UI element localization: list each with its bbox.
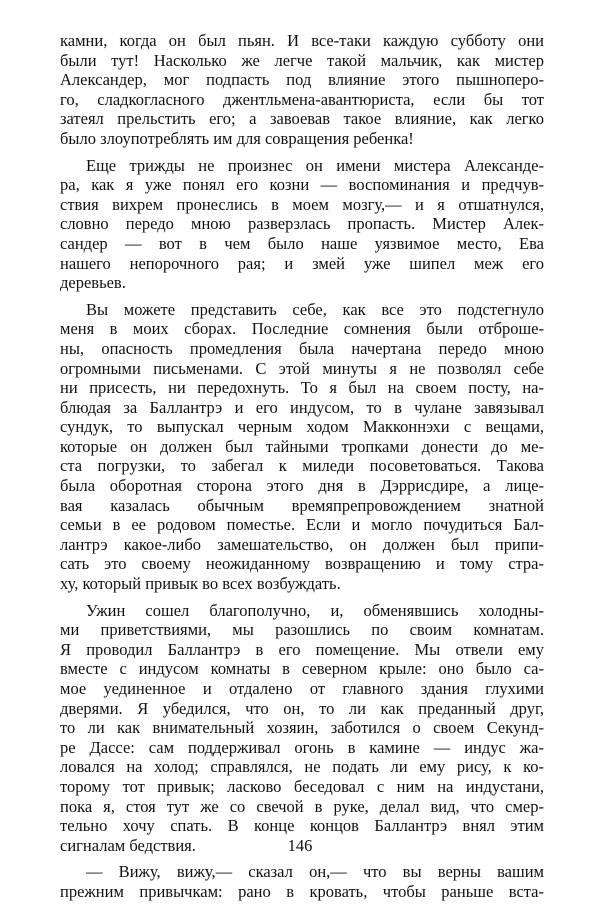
text-line: пока я, стоя тут же со свечой в руке, делал вид, что смер-: [60, 796, 544, 816]
text-line: сигналам бедствия.: [60, 835, 196, 855]
text-line: огромными письменами. С этой минуты я не позволял себе: [60, 358, 544, 378]
text-line: которые он должен был тайными тропками донести до ме-: [60, 436, 544, 456]
text-line: Еще трижды не произнес он имени мистера Александе-: [86, 155, 544, 175]
paragraph: [60, 300, 544, 594]
text-line: вая казалась обычным времяпрепровождением знатной: [60, 495, 544, 515]
text-line: были тут! Насколько же легче такой мальчик, как мистер: [60, 50, 544, 70]
text-line: ре Дассе: сам поддерживал огонь в камине — индус жа-: [60, 737, 544, 757]
text-line: Александер, мог подпасть под влияние этого пышноперо-: [60, 70, 544, 90]
text-line: сать это своему неожиданному возвращению и тому стра-: [60, 554, 544, 574]
text-line: ми приветствиями, мы разошлись по своим комнатам.: [60, 620, 544, 640]
text-line: ны, опасность промедления была начертана передо мною: [60, 338, 544, 358]
text-line: Я проводил Баллантрэ в его помещение. Мы отвели ему: [60, 639, 544, 659]
text-line: дверями. Я убедился, что он, то ли как преданный друг,: [60, 698, 544, 718]
body-text: [60, 31, 544, 909]
text-line: словно передо мною разверзлась пропасть. Мистер Алек-: [60, 214, 544, 234]
text-line: была оборотная сторона этого дня в Дэррисдире, а лице-: [60, 476, 544, 496]
text-line: — Вижу, вижу,— сказал он,— что вы верны вашим: [86, 862, 544, 882]
text-line: тельно хочу спать. В конце концов Баллантрэ внял этим: [60, 816, 544, 836]
text-line: Вы можете представить себе, как все это подстегнуло: [86, 299, 544, 319]
paragraph: [60, 156, 544, 293]
text-line: мое уединенное и отдалено от главного здания глухими: [60, 679, 544, 698]
text-line: лантрэ какое-либо замешательство, он должен был припи-: [60, 534, 544, 554]
text-line: семьи в ее родовом поместье. Если и могло почудиться Бал-: [60, 515, 544, 535]
text-line: торому тот привык; ласково беседовал с ним на индустани,: [60, 776, 544, 796]
text-line: прежним привычкам: рано в кровать, чтобы раньше вста-: [60, 881, 544, 901]
text-line: Ужин сошел благополучно, и, обменявшись холодны-: [86, 600, 544, 620]
text-line: ловался на холод; справлялся, не подать ли ему рису, к ко-: [60, 757, 544, 777]
text-line: нашего непорочного рая; и змей уже шипел меж его: [60, 253, 544, 273]
text-line: сундук, то выпускал черным ходом Макконнэхи с вещами,: [60, 417, 544, 437]
paragraph: [60, 601, 544, 856]
text-line: деревьев.: [60, 273, 126, 293]
text-line: ра, как я уже понял его козни — воспоминания и предчув-: [60, 175, 544, 195]
text-line: ни присесть, ни передохнуть. То я был на своем посту, на-: [60, 378, 544, 398]
paragraph: [60, 862, 544, 901]
paragraph: [60, 31, 544, 149]
text-line: было злоупотреблять им для совращения ребенка!: [60, 128, 414, 148]
text-line: меня в моих сборах. Последние сомнения были отброше-: [60, 319, 544, 339]
page-number: 146: [287, 836, 313, 855]
text-line: вместе с индусом комнаты в северном крыле: оно было са-: [60, 659, 544, 679]
text-line: блюдая за Баллантрэ и его индусом, то в чулане завязывал: [60, 397, 544, 417]
text-line: ста погрузки, то забегал к миледи посоветоваться. Такова: [60, 456, 544, 476]
text-line: го, сладкогласного джентльмена-авантюриста, если бы тот: [60, 89, 544, 109]
text-line: сандер — вот в чем было наше уязвимое место, Ева: [60, 233, 544, 253]
text-line: то ли как внимательный хозяин, заботился о своем Секунд-: [60, 718, 544, 738]
text-line: ху, который привык во всех возбуждать.: [60, 574, 341, 594]
text-line: затеял прельстить его; а завоевав такое влияние, как легко: [60, 109, 544, 129]
text-line: ствия вихрем пронеслись в моем мозгу,— и я отшатнулся,: [60, 194, 544, 214]
text-line: камни, когда он был пьян. И все-таки каждую субботу они: [60, 31, 544, 50]
